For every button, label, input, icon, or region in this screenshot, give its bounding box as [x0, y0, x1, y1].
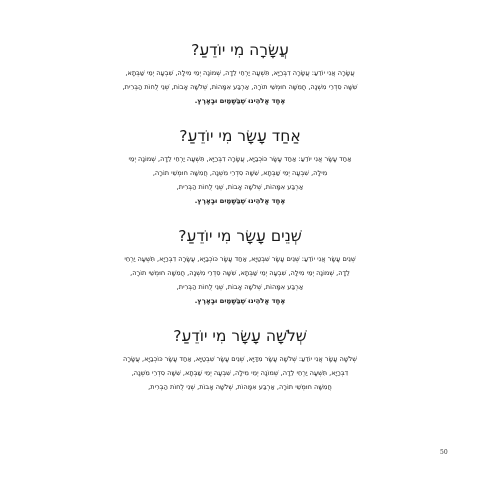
song-page [60, 40, 420, 450]
stanza-line: שִׁשָּׁה סִדְרֵי מִשְׁנָה, חֲמִשָּׁה חוּמְשֵׁי תוֹרָה, אַרְבַּע אִמָּהוֹת, שְׁלֹשָׁה אָבוֹת, שְׁנֵי לֻחוֹת הַבְּרִית, [122, 83, 358, 91]
stanza-refrain: אֶחָד אֱלֹהֵינוּ שֶׁבַּשָּׁמַיִם וּבָאָרֶץ. [194, 97, 286, 105]
stanza-title: שְׁלֹשָׁה עָשָׂר מִי יוֹדֵעַ? [173, 327, 307, 345]
stanza-line: לֵדָה, שְׁמוֹנָה יְמֵי מִילָה, שִׁבְעָה יְמֵי שַׁבְּתָא, שִׁשָּׁה סִדְרֵי מִשְׁנָה, חֲמִשָּׁה חוּמְשֵׁי תוֹרָה, [130, 269, 350, 277]
stanza-line: אַרְבַּע אִמָּהוֹת, שְׁלֹשָׁה אָבוֹת, שְׁנֵי לֻחוֹת הַבְּרִית, [176, 183, 304, 191]
stanza-title: עֲשָׂרָה מִי יוֹדֵעַ? [191, 41, 289, 59]
stanza-eleven [60, 126, 420, 208]
stanza-line: דִבְּרַיָּא, תִּשְׁעָה יַרְחֵי לֵדָה, שְׁמוֹנָה יְמֵי מִילָה, שִׁבְעָה יְמֵי שַׁבְּתָא, שִׁשָּׁה סִדְרֵי מִשְׁנָה, [131, 369, 349, 377]
stanza-line: עֲשָׂרָה אֲנִי יוֹדֵעַ: עֲשָׂרָה דִבְּרַיָּא, תִּשְׁעָה יַרְחֵי לֵדָה, שְׁמוֹנָה יְמֵי מִילָה, שִׁבְעָה יְמֵי שַׁבְּתָא, [125, 69, 355, 77]
stanza-title: אַחַד עָשָׂר מִי יוֹדֵעַ? [179, 127, 301, 145]
stanza-thirteen [60, 326, 420, 394]
stanza-line: אַרְבַּע אִמָּהוֹת, שְׁלֹשָׁה אָבוֹת, שְׁנֵי לֻחוֹת הַבְּרִית, [176, 283, 304, 291]
stanza-ten [60, 40, 420, 108]
stanza-refrain: אֶחָד אֱלֹהֵינוּ שֶׁבַּשָּׁמַיִם וּבָאָרֶץ. [194, 197, 286, 205]
stanza-line: אַחַד עָשָׂר אֲנִי יוֹדֵעַ: אַחַד עָשָׂר כּוֹכְבַיָּא, עֲשָׂרָה דִבְּרַיָּא, תִּשְׁעָה יַרְחֵי לֵדָה, שְׁמוֹנָה יְמֵי [128, 155, 352, 163]
page-number: 50 [440, 449, 448, 456]
stanza-line: מִילָה, שִׁבְעָה יְמֵי שַׁבְּתָא, שִׁשָּׁה סִדְרֵי מִשְׁנָה, חֲמִשָּׁה חוּמְשֵׁי תוֹרָה, [152, 169, 328, 177]
stanza-line: חֲמִשָּׁה חוּמְשֵׁי תוֹרָה, אַרְבַּע אִמָּהוֹת, שְׁלֹשָׁה אָבוֹת, שְׁנֵי לֻחוֹת הַבְּרִית, [148, 383, 332, 391]
stanza-title: שְׁנֵים עָשָׂר מִי יוֹדֵעַ? [178, 227, 302, 245]
stanza-refrain: אֶחָד אֱלֹהֵינוּ שֶׁבַּשָּׁמַיִם וּבָאָרֶץ. [194, 297, 286, 305]
stanza-line: שְׁלֹשָׁה עָשָׂר אֲנִי יוֹדֵעַ: שְׁלֹשָׁה עָשָׂר מִדַּיָּא, שְׁנֵים עָשָׂר שִׁבְטַיָּא, אַחַד עָשָׂר כּוֹכְבַיָּא, עֲשָׂרָה [123, 355, 357, 363]
stanza-twelve [60, 226, 420, 308]
stanza-line: שְׁנֵים עָשָׂר אֲנִי יוֹדֵעַ: שְׁנֵים עָשָׂר שִׁבְטַיָּא, אַחַד עָשָׂר כּוֹכְבַיָּא, עֲשָׂרָה דִבְּרַיָּא, תִּשְׁעָה יַרְחֵי [124, 255, 356, 263]
